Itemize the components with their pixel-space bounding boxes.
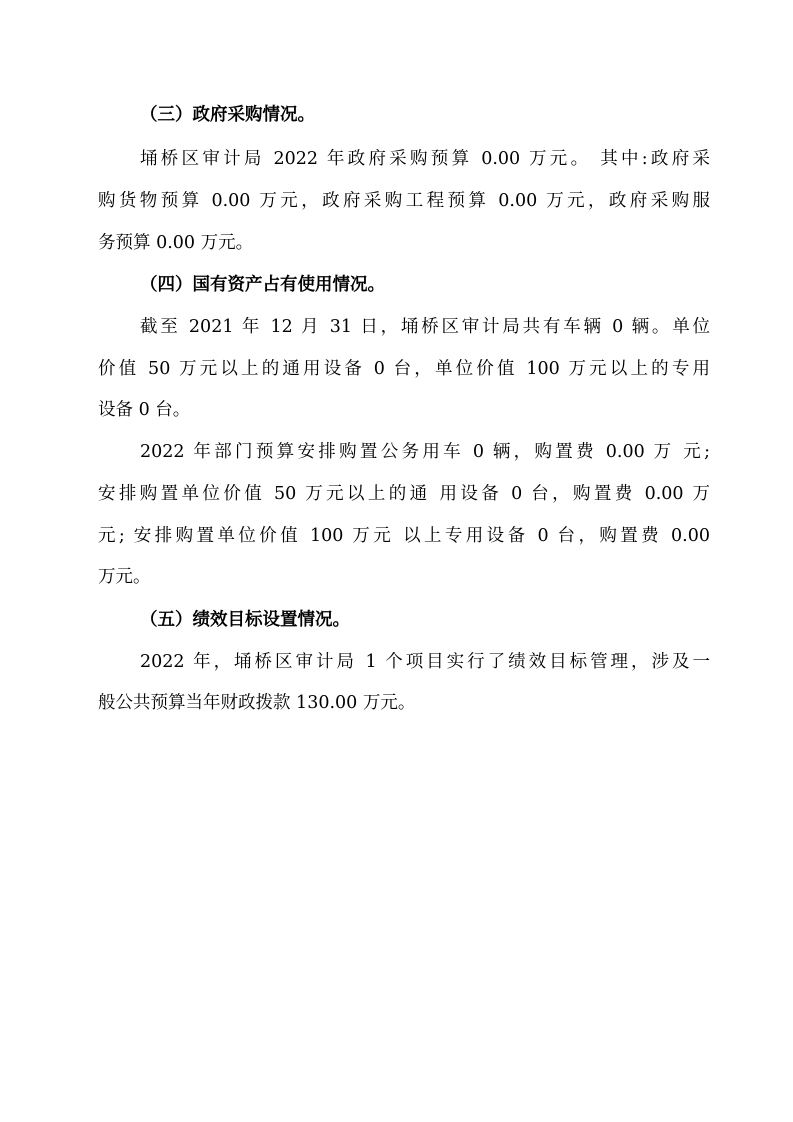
- paragraph-line: 元; 安排购置单位价值 100 万元 以上专用设备 0 台，购置费 0.00: [98, 526, 710, 546]
- paragraph-line: 价值 50 万元以上的通用设备 0 台，单位价值 100 万元以上的专用: [98, 359, 710, 379]
- paragraph-line: 购货物预算 0.00 万元，政府采购工程预算 0.00 万元，政府采购服: [98, 191, 710, 211]
- paragraph-line: 安排购置单位价值 50 万元以上的通 用设备 0 台，购置费 0.00 万: [98, 484, 710, 504]
- paragraph-line: 截至 2021 年 12 月 31 日，埇桥区审计局共有车辆 0 辆。单位: [140, 317, 710, 337]
- paragraph-line: 设备 0 台。: [98, 400, 191, 420]
- paragraph-line: 务预算 0.00 万元。: [98, 233, 254, 253]
- paragraph-line: 万元。: [98, 567, 151, 587]
- paragraph-line: 般公共预算当年财政拨款 130.00 万元。: [98, 693, 416, 713]
- section-heading-procurement: （三）政府采购情况。: [140, 105, 315, 125]
- paragraph-line: 2022 年，埇桥区审计局 1 个项目实行了绩效目标管理，涉及一: [140, 652, 710, 672]
- paragraph-line: 埇桥区审计局 2022 年政府采购预算 0.00 万元。 其中:政府采: [140, 149, 710, 169]
- section-heading-state-assets: （四）国有资产占有使用情况。: [140, 275, 385, 295]
- paragraph-line: 2022 年部门预算安排购置公务用车 0 辆，购置费 0.00 万 元;: [140, 442, 710, 462]
- section-heading-performance-goals: （五）绩效目标设置情况。: [140, 610, 350, 630]
